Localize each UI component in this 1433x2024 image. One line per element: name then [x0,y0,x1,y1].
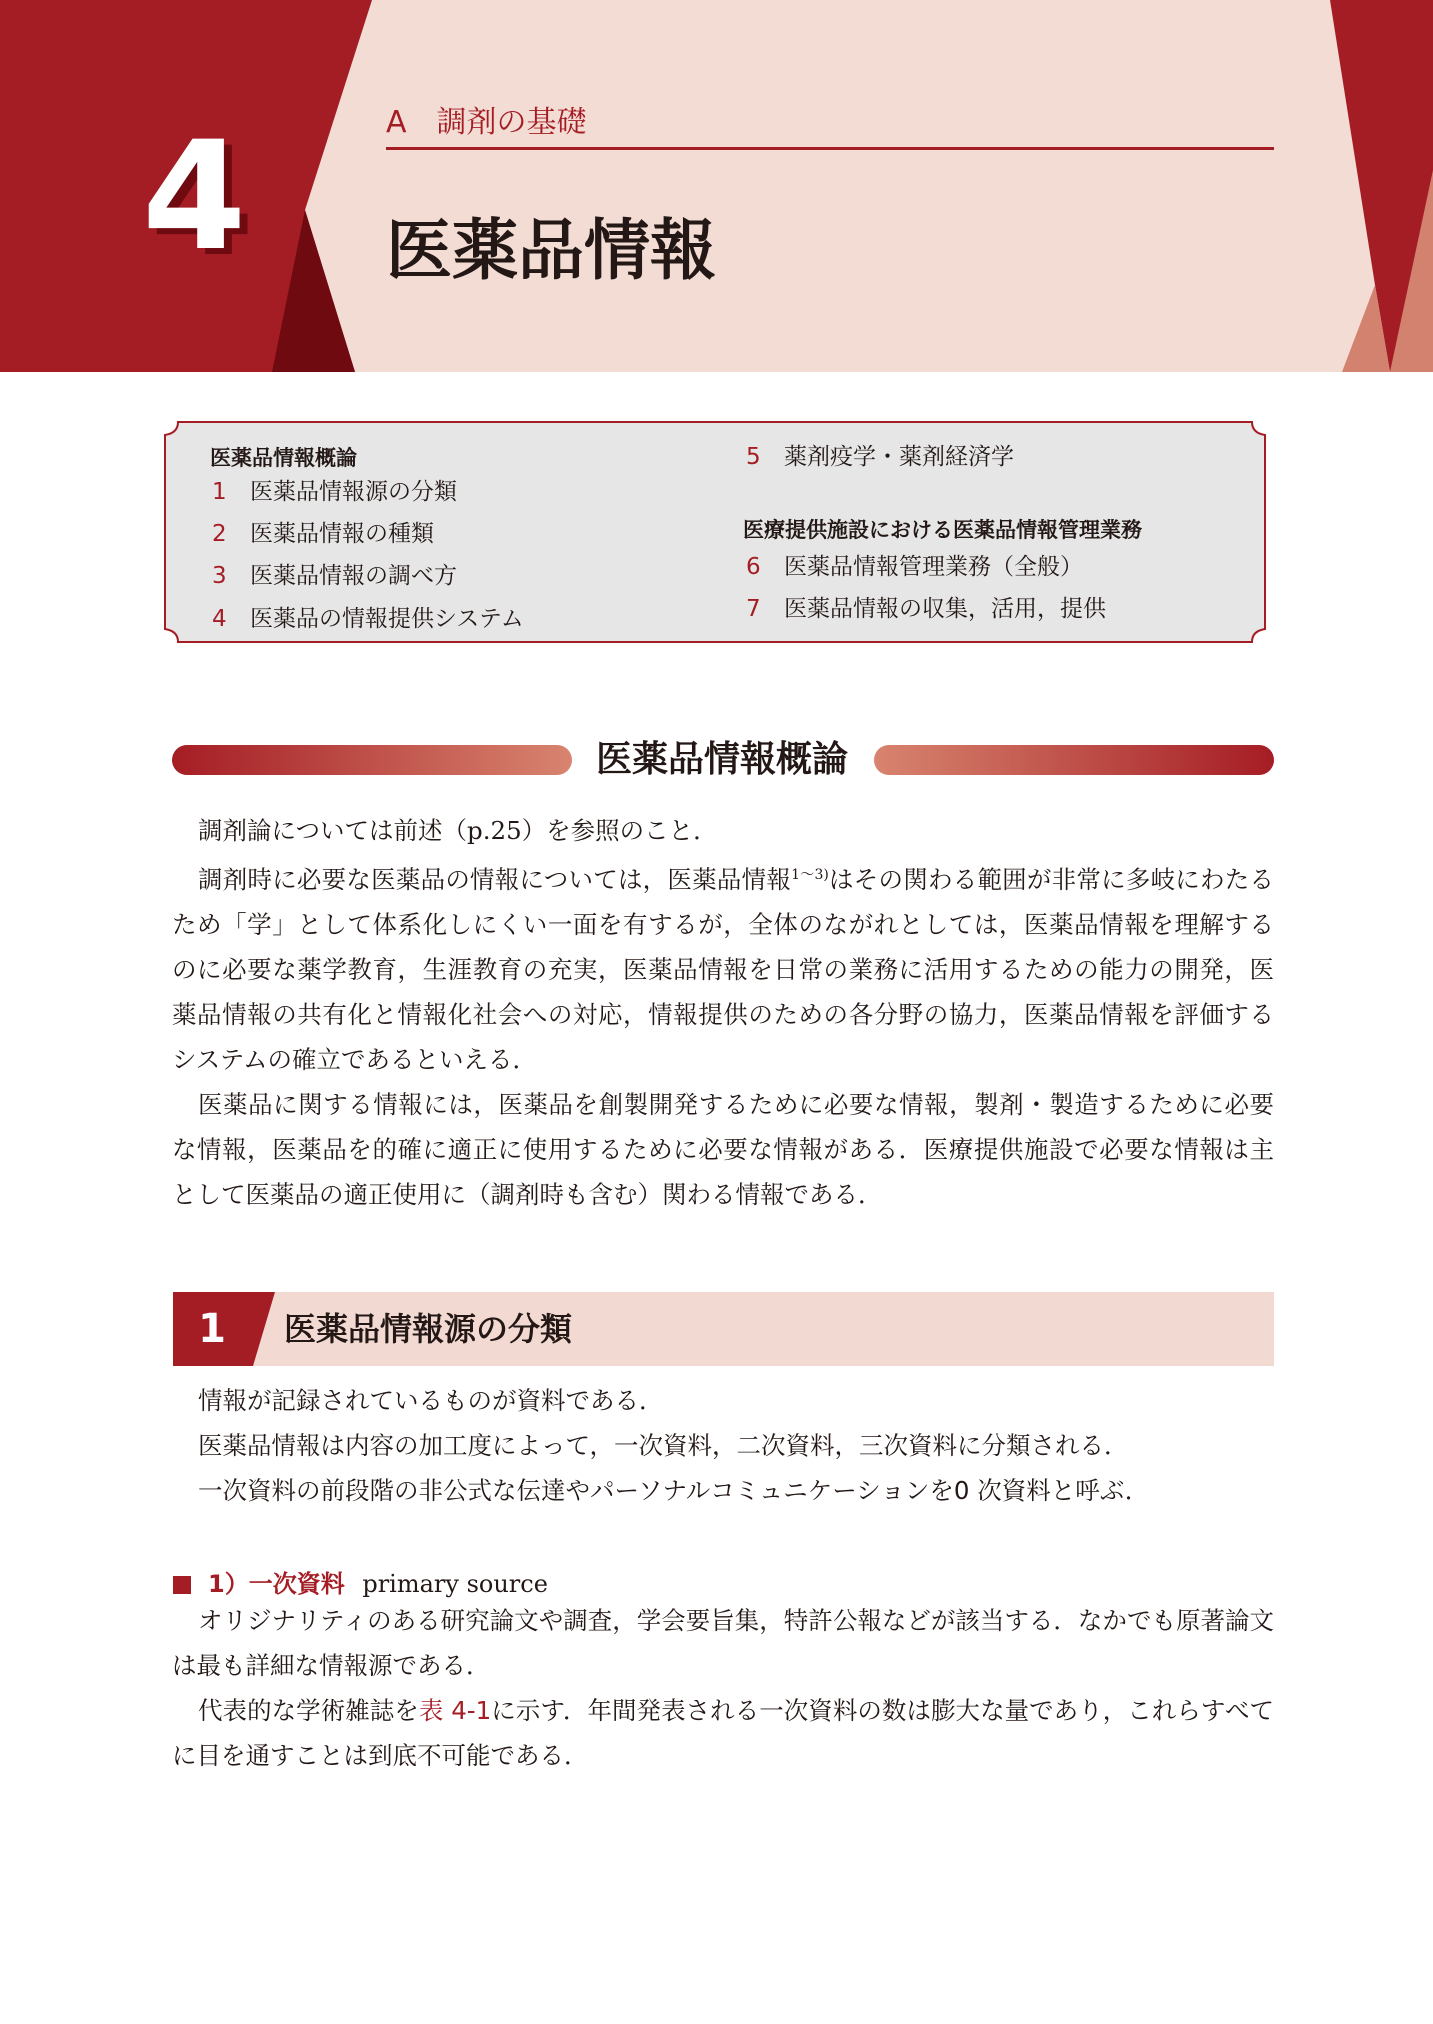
paragraph: 一次資料の前段階の非公式な伝達やパーソナルコミュニケーションを0 次資料と呼ぶ． [198,1476,1150,1505]
toc-item[interactable]: 4 医薬品の情報提供システム [212,606,524,632]
paragraph: 医薬品に関する情報には，医薬品を創製開発するために必要な情報，製剤・製造するために必要な情報，医薬品を的確に適正に使用するために必要な情報がある．医療提供施設で必要な情報は主として医薬品の適正使用に（調剤時も含む）関わる情報である． [172,1090,1274,1210]
part-label: A 調剤の基礎 [386,105,587,140]
toc-item[interactable]: 3 医薬品情報の調べ方 [212,563,457,589]
toc-item[interactable]: 6 医薬品情報管理業務（全般） [746,554,1083,580]
paragraph: 情報が記録されているものが資料である． [198,1386,664,1415]
toc-item[interactable]: 5 薬剤疫学・薬剤経済学 [746,444,1014,470]
chapter-number: 4 [142,110,247,284]
subheading: 1）一次資料 primary source [208,1570,548,1598]
chapter-title: 医薬品情報 [386,212,716,289]
part-rule [386,147,1274,150]
heading1-body [172,1378,1274,1513]
toc-item[interactable]: 2 医薬品情報の種類 [212,521,434,547]
paragraph: 調剤時に必要な医薬品の情報については，医薬品情報$^{1〜3)}$はその関わる範囲が非常に多岐にわたるため「学」として体系化しにくい一面を有するが，全体のながれとしては，医薬品情報を理解するのに必要な薬学教育，生涯教育の充実，医薬品情報を日常の業務に活用するための能力の開発，医薬品情報の共有化と情報化社会への対応，情報提供のための各分野の協力，医薬品情報を評価するシステムの確立であるといえる． [172,865,1275,1075]
heading-number: 1 [198,1306,226,1352]
citation: 1〜3) [791,867,829,883]
subheading-marker [173,1576,191,1594]
section-body [172,808,1274,1217]
paragraph: 医薬品情報は内容の加工度によって，一次資料，二次資料，三次資料に分類される． [198,1431,1129,1460]
toc-group1-title: 医薬品情報概論 [210,446,357,470]
section-title: 医薬品情報概論 [572,736,872,784]
toc-item[interactable]: 7 医薬品情報の収集，活用，提供 [746,596,1106,622]
toc-item[interactable]: 1 医薬品情報源の分類 [212,479,457,505]
paragraph: オリジナリティのある研究論文や調査，学会要旨集，特許公報などが該当する．なかでも原著論文は最も詳細な情報源である． [172,1606,1274,1680]
paragraph: 調剤論については前述（p.25）を参照のこと． [198,816,718,845]
toc-group2-title: 医療提供施設における医薬品情報管理業務 [743,518,1142,542]
table-reference-link[interactable]: 表 4-1 [418,1696,492,1725]
term: 0 次資料 [953,1476,1051,1505]
paragraph: 代表的な学術雑誌を表 4-1に示す．年間発表される一次資料の数は膨大な量であり，これらすべてに目を通すことは到底不可能である． [172,1696,1275,1770]
heading-title: 医薬品情報源の分類 [284,1310,573,1348]
sub1-body [172,1598,1274,1778]
